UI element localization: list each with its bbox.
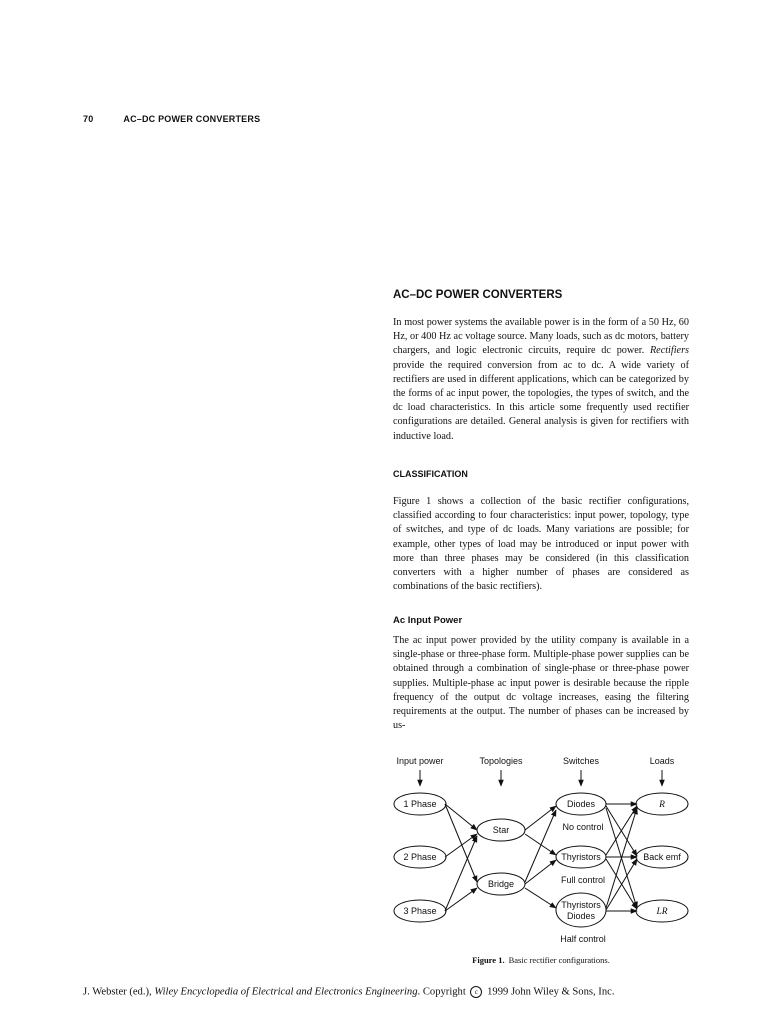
node-bridge-label: Bridge [487, 879, 515, 889]
node-1-phase-label: 1 Phase [403, 799, 437, 809]
intro-paragraph [393, 316, 689, 444]
footer-text-c: 1999 John Wiley & Sons, Inc. [484, 986, 615, 998]
running-head-title: AC–DC POWER CONVERTERS [123, 114, 261, 124]
control-label-full: Full control [560, 875, 606, 885]
intro-emphasis: Rectifiers [649, 345, 689, 357]
figure-caption-label: Figure 1. [472, 955, 505, 965]
node-load-lr-label: LR [656, 907, 668, 917]
node-thyristors-label: Thyristors [561, 852, 601, 862]
node-thyristors-diodes-label-1: Thyristors [561, 900, 601, 910]
node-thyristors-diodes [556, 893, 606, 927]
figure-caption [393, 955, 689, 965]
control-label-none: No control [562, 822, 604, 832]
node-load-r-label: R [659, 800, 665, 810]
page-number: 70 [83, 114, 94, 124]
header-loads: Loads [649, 756, 675, 766]
article-title: AC–DC POWER CONVERTERS [393, 289, 563, 301]
rectifier-classification-diagram [388, 748, 698, 953]
node-star-label: Star [492, 825, 510, 835]
node-load-back-emf-label: Back emf [643, 852, 681, 862]
footer-encyclopedia-title: Wiley Encyclopedia of Electrical and Electronics Engineering [154, 986, 418, 998]
intro-text-a: In most power systems the available power is in the form of a 50 Hz, 60 Hz, or 400 Hz ac voltage source. Many loads, such as dc motors, battery chargers, and logic electronic circuits, require dc power. [393, 317, 689, 357]
header-topologies: Topologies [479, 756, 523, 766]
footer-text-b: . Copyright [417, 986, 469, 998]
node-2-phase-label: 2 Phase [403, 852, 437, 862]
subsection-heading-ac-input: Ac Input Power [393, 615, 463, 626]
footer-citation [83, 986, 683, 998]
intro-text-b: provide the required conversion from ac to dc. A wide variety of rectifiers are used in different applications, which can be categorized by the forms of ac input power, the topologies, the types of switch, and the dc load characteristics. In this article some frequently used rectifier configurations are detailed. General analysis is given for rectifiers with inductive load. [393, 359, 689, 442]
header-input-power: Input power [396, 756, 444, 766]
header-switches: Switches [562, 756, 600, 766]
node-diodes-label: Diodes [566, 799, 596, 809]
node-3-phase-label: 3 Phase [403, 906, 437, 916]
copyright-icon: c [470, 986, 482, 998]
section-heading-classification: CLASSIFICATION [393, 469, 468, 479]
node-thyristors-diodes-label-2: Diodes [566, 911, 596, 921]
running-head [83, 114, 260, 124]
footer-text-a: J. Webster (ed.), [83, 986, 155, 998]
control-label-half: Half control [560, 934, 606, 944]
ac-input-paragraph: The ac input power provided by the utility company is available in a single-phase or three-phase form. Multiple-phase power supplies can be obtained through a combination of single-phase or three-phase power supplies. Multiple-phase ac input power is desirable because the ripple frequency of the output dc voltage increases, easing the filtering requirements at the output. The number of phases can be increased by us- [393, 635, 689, 732]
classification-paragraph: Figure 1 shows a collection of the basic rectifier configurations, classified according to four characteristics: input power, topology, type of switches, and type of dc loads. Many variations are possible; for example, other types of load may be introduced or input power with more than three phases may be considered (in this classification converters with a higher number of phases are considered as combinations of the basic rectifiers). [393, 496, 689, 593]
figure-caption-text: Basic rectifier configurations. [508, 955, 610, 965]
